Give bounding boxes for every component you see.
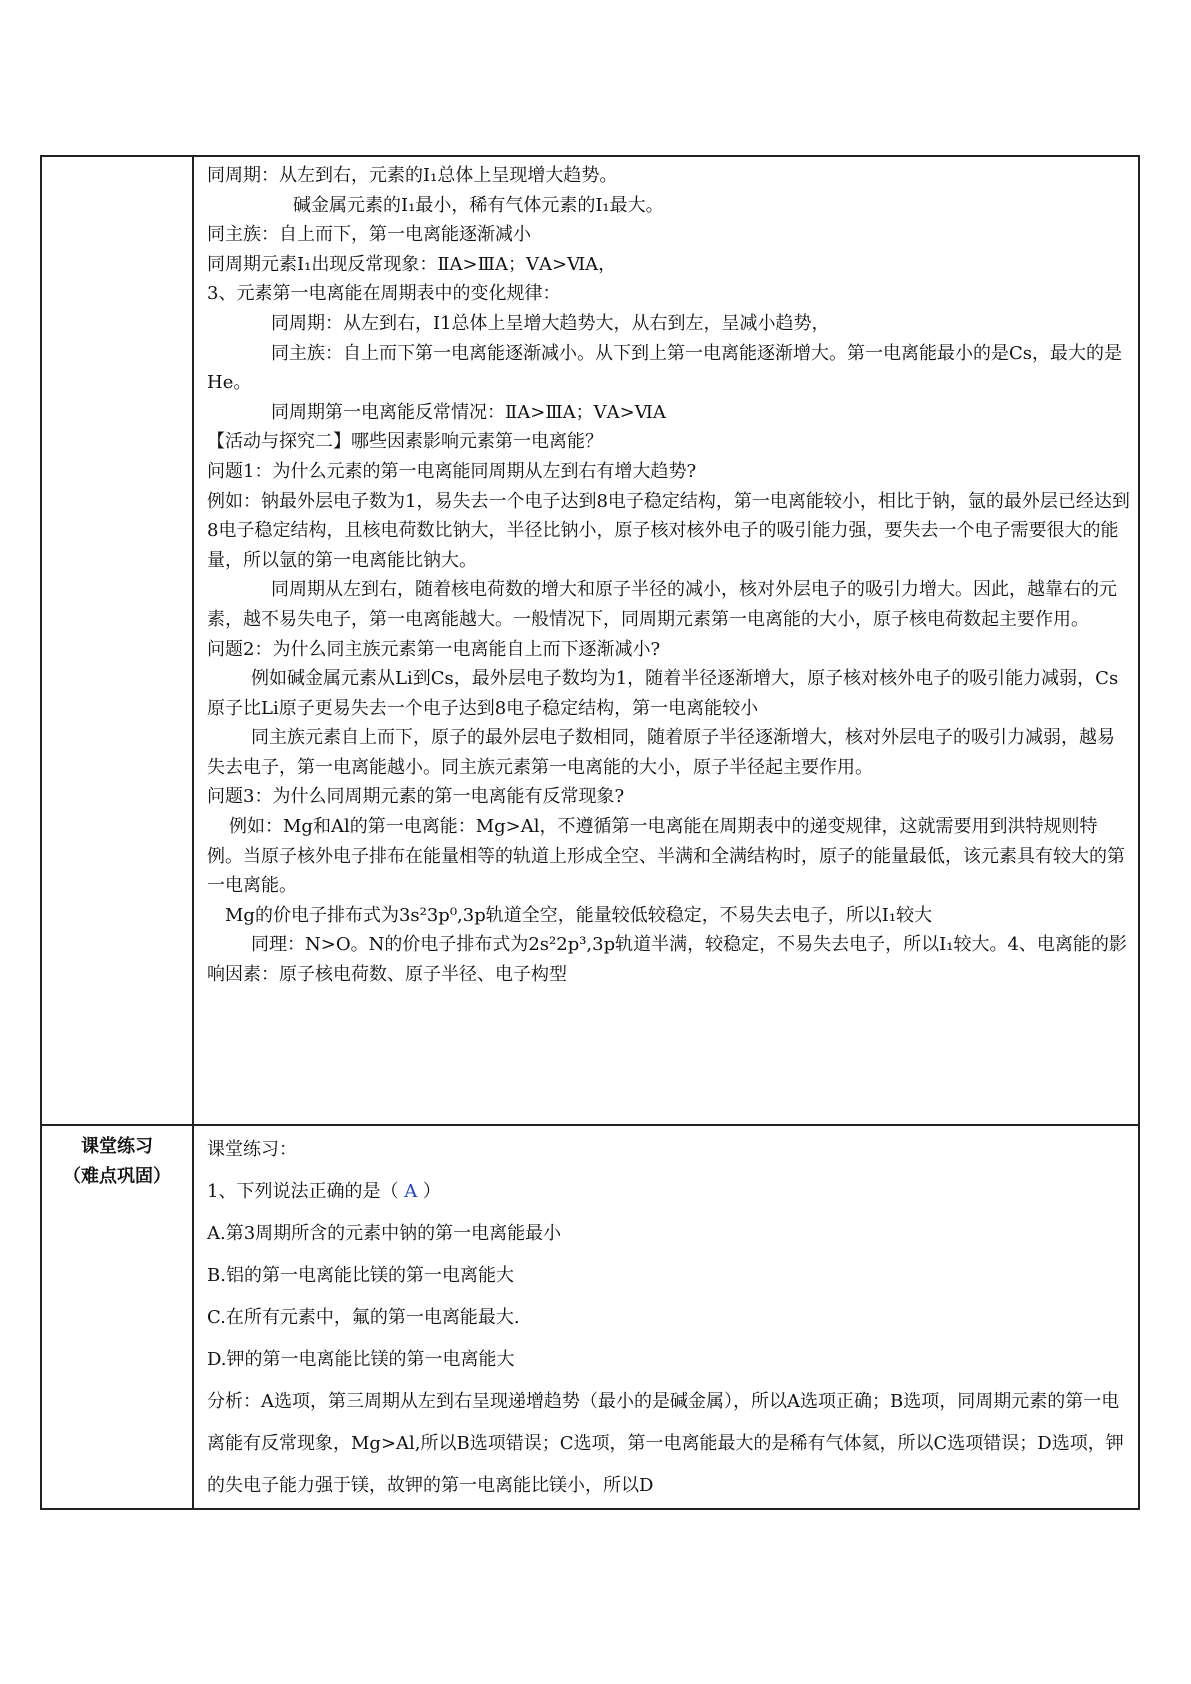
option-c: C.在所有元素中，氟的第一电离能最大. bbox=[207, 1307, 520, 1328]
exercise-heading: 课堂练习： bbox=[207, 1139, 297, 1160]
analysis-text: 分析：A选项，第三周期从左到右呈现递增趋势（最小的是碱金属），所以A选项正确；B选项，同周期元素的第一电离能有反常现象，Mg>Al,所以B选项错误；C选项，第一电离能最大的是稀有气体氦，所以C选项错误；D选项，钾的失电子能力强于镁，故钾的第一电离能比镁小，所以D bbox=[207, 1391, 1124, 1496]
option-d: D.钾的第一电离能比镁的第一电离能大 bbox=[207, 1349, 515, 1370]
text-line: 问题3：为什么同周期元素的第一电离能有反常现象? bbox=[207, 786, 625, 808]
text-line: 同主族：自上而下，第一电离能逐渐减小 bbox=[207, 224, 531, 246]
section-label bbox=[42, 1132, 192, 1192]
text-line: 同主族：自上而下第一电离能逐渐减小。从下到上第一电离能逐渐增大。第一电离能最小的是Cs，最大的是He。 bbox=[207, 342, 1123, 394]
text-line: 碱金属元素的I₁最小，稀有气体元素的I₁最大。 bbox=[293, 194, 664, 216]
section-label-subtitle: （难点巩固） bbox=[63, 1166, 171, 1187]
text-line: 同周期：从左到右，元素的I₁总体上呈现增大趋势。 bbox=[207, 165, 618, 186]
text-line: 同周期：从左到右，I1总体上呈增大趋势大，从右到左，呈减小趋势， bbox=[271, 312, 830, 334]
text-line: 同周期第一电离能反常情况：ⅡA>ⅢA；ⅤA>ⅥA bbox=[271, 401, 666, 423]
answer-letter: A bbox=[404, 1181, 418, 1202]
text-line: 例如：Mg和Al的第一电离能：Mg>Al，不遵循第一电离能在周期表中的递变规律，这就需要用到洪特规则特例。当原子核外电子排布在能量相等的轨道上形成全空、半满和全满结构时，原子的能量最低，该元素具有较大的第一电离能。 bbox=[207, 816, 1125, 897]
column-divider bbox=[192, 157, 194, 1508]
lesson-table bbox=[40, 155, 1140, 1510]
text-line: Mg的价电子排布式为3s²3p⁰,3p轨道全空，能量较低较稳定，不易失去电子，所以I₁较大 bbox=[225, 904, 933, 926]
question-text: 1、下列说法正确的是（ bbox=[207, 1181, 399, 1202]
section-label-title: 课堂练习 bbox=[81, 1136, 153, 1157]
exercise-cell bbox=[207, 1129, 1132, 1507]
text-line: 同周期元素I₁出现反常现象：ⅡA>ⅢA；ⅤA>ⅥA， bbox=[207, 253, 617, 275]
text-line: 问题1：为什么元素的第一电离能同周期从左到右有增大趋势? bbox=[207, 460, 697, 482]
question-line bbox=[207, 1171, 1132, 1213]
text-line: 同理：N>O。N的价电子排布式为2s²2p³,3p轨道半满，较稳定，不易失去电子，所以I₁较大。4、电离能的影响因素：原子核电荷数、原子半径、电子构型 bbox=[207, 934, 1127, 986]
text-line: 问题2：为什么同主族元素第一电离能自上而下逐渐减小? bbox=[207, 638, 661, 660]
text-line: 例如碱金属元素从Li到Cs，最外层电子数均为1，随着半径逐渐增大，原子核对核外电子的吸引能力减弱，Cs原子比Li原子更易失去一个电子达到8电子稳定结构，第一电离能较小 bbox=[207, 668, 1119, 719]
question-close: ） bbox=[422, 1181, 441, 1202]
top-content-cell bbox=[207, 161, 1132, 990]
row-divider bbox=[42, 1124, 1138, 1126]
text-line: 例如：钠最外层电子数为1，易失去一个电子达到8电子稳定结构，第一电离能较小，相比于钠，氩的最外层已经达到8电子稳定结构，且核电荷数比钠大，半径比钠小，原子核对核外电子的吸引能力强，要失去一个电子需要很大的能量，所以氩的第一电离能比钠大。 bbox=[207, 490, 1130, 571]
text-line: 【活动与探究二】哪些因素影响元素第一电离能？ bbox=[207, 431, 603, 453]
text-line: 同主族元素自上而下，原子的最外层电子数相同，随着原子半径逐渐增大，核对外层电子的吸引力减弱，越易失去电子，第一电离能越小。同主族元素第一电离能的大小，原子半径起主要作用。 bbox=[207, 727, 1115, 778]
option-b: B.铝的第一电离能比镁的第一电离能大 bbox=[207, 1265, 514, 1286]
option-a: A.第3周期所含的元素中钠的第一电离能最小 bbox=[207, 1223, 562, 1244]
text-line: 3、元素第一电离能在周期表中的变化规律： bbox=[207, 283, 561, 305]
text-line: 同周期从左到右，随着核电荷数的增大和原子半径的减小，核对外层电子的吸引力增大。因此，越靠右的元素，越不易失电子，第一电离能越大。一般情况下，同周期元素第一电离能的大小，原子核电荷数起主要作用。 bbox=[207, 579, 1117, 630]
